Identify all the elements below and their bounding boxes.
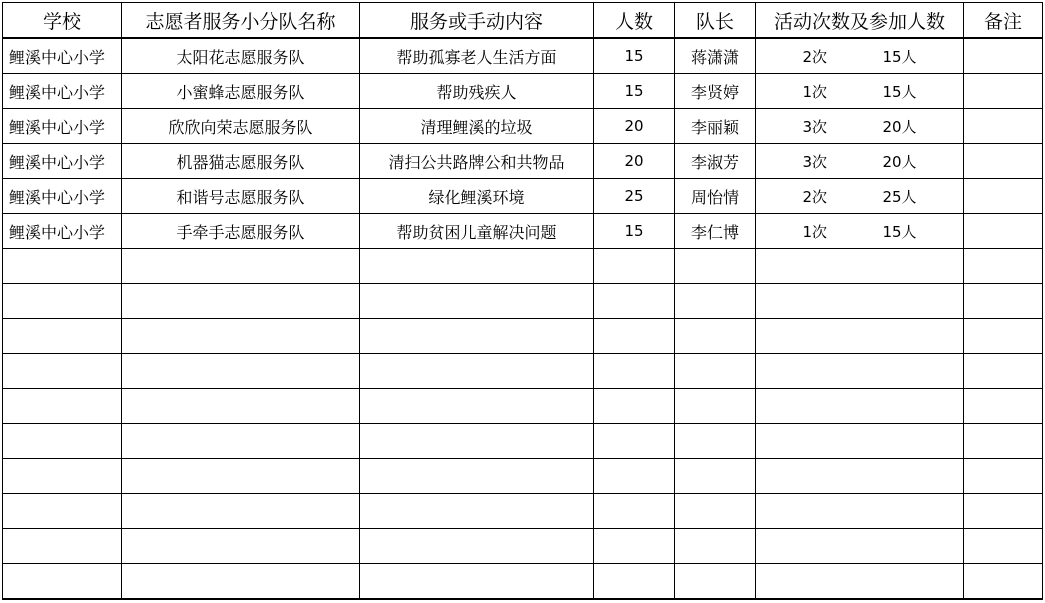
empty-row	[3, 529, 1043, 564]
empty-cell	[122, 494, 360, 529]
cell-content: 帮助孤寡老人生活方面	[360, 38, 594, 74]
empty-cell	[360, 319, 594, 354]
empty-cell	[3, 284, 122, 319]
empty-cell	[3, 249, 122, 284]
empty-cell	[360, 494, 594, 529]
cell-content: 绿化鲤溪环境	[360, 179, 594, 214]
cell-team-name: 和谐号志愿服务队	[122, 179, 360, 214]
cell-activity	[756, 144, 964, 179]
empty-cell	[756, 459, 964, 494]
empty-cell	[360, 459, 594, 494]
activity-times: 3次	[802, 117, 827, 136]
cell-school: 鲤溪中心小学	[3, 109, 122, 144]
empty-cell	[122, 319, 360, 354]
empty-cell	[360, 564, 594, 600]
empty-cell	[756, 354, 964, 389]
activity-participants: 15人	[882, 47, 917, 66]
cell-activity	[756, 214, 964, 249]
cell-members: 15	[594, 38, 675, 74]
empty-cell	[964, 319, 1043, 354]
activity-participants: 20人	[882, 152, 917, 171]
empty-cell	[122, 424, 360, 459]
cell-school: 鲤溪中心小学	[3, 179, 122, 214]
cell-team-name: 太阳花志愿服务队	[122, 38, 360, 74]
empty-cell	[360, 284, 594, 319]
activity-times: 3次	[802, 152, 827, 171]
empty-cell	[3, 564, 122, 600]
cell-team-name: 小蜜蜂志愿服务队	[122, 74, 360, 109]
empty-cell	[3, 424, 122, 459]
cell-members: 15	[594, 74, 675, 109]
empty-cell	[594, 249, 675, 284]
cell-team-name: 手牵手志愿服务队	[122, 214, 360, 249]
cell-leader: 李丽颖	[675, 109, 756, 144]
cell-members: 20	[594, 144, 675, 179]
cell-school: 鲤溪中心小学	[3, 144, 122, 179]
empty-cell	[594, 459, 675, 494]
empty-cell	[756, 529, 964, 564]
cell-members: 20	[594, 109, 675, 144]
cell-activity	[756, 38, 964, 74]
header-notes: 备注	[964, 3, 1043, 39]
empty-row	[3, 494, 1043, 529]
empty-cell	[756, 249, 964, 284]
header-school: 学校	[3, 3, 122, 39]
empty-row	[3, 249, 1043, 284]
cell-leader: 李淑芳	[675, 144, 756, 179]
cell-content: 清理鲤溪的垃圾	[360, 109, 594, 144]
empty-cell	[964, 354, 1043, 389]
empty-row	[3, 284, 1043, 319]
empty-cell	[675, 494, 756, 529]
table-row	[3, 109, 1043, 144]
empty-cell	[756, 389, 964, 424]
cell-notes	[964, 214, 1043, 249]
empty-cell	[3, 459, 122, 494]
empty-cell	[675, 564, 756, 600]
activity-times: 1次	[802, 82, 827, 101]
empty-cell	[756, 494, 964, 529]
empty-row	[3, 564, 1043, 600]
empty-cell	[122, 529, 360, 564]
cell-notes	[964, 144, 1043, 179]
empty-row	[3, 354, 1043, 389]
empty-cell	[675, 354, 756, 389]
cell-content: 清扫公共路牌公和共物品	[360, 144, 594, 179]
cell-team-name: 欣欣向荣志愿服务队	[122, 109, 360, 144]
header-row	[3, 3, 1043, 39]
cell-activity	[756, 74, 964, 109]
empty-cell	[122, 564, 360, 600]
empty-cell	[360, 529, 594, 564]
empty-cell	[756, 319, 964, 354]
empty-cell	[675, 389, 756, 424]
empty-cell	[594, 564, 675, 600]
empty-cell	[964, 529, 1043, 564]
empty-cell	[964, 424, 1043, 459]
volunteer-team-table	[2, 2, 1043, 600]
cell-content: 帮助残疾人	[360, 74, 594, 109]
empty-cell	[3, 494, 122, 529]
empty-cell	[964, 494, 1043, 529]
cell-members: 15	[594, 214, 675, 249]
empty-cell	[756, 564, 964, 600]
cell-notes	[964, 109, 1043, 144]
empty-cell	[122, 284, 360, 319]
empty-cell	[360, 354, 594, 389]
empty-row	[3, 459, 1043, 494]
empty-cell	[594, 284, 675, 319]
empty-cell	[675, 284, 756, 319]
cell-notes	[964, 74, 1043, 109]
empty-cell	[594, 319, 675, 354]
cell-content: 帮助贫困儿童解决问题	[360, 214, 594, 249]
empty-cell	[675, 459, 756, 494]
header-content: 服务或手动内容	[360, 3, 594, 39]
empty-cell	[122, 459, 360, 494]
header-activity: 活动次数及参加人数	[756, 3, 964, 39]
empty-cell	[3, 529, 122, 564]
empty-cell	[675, 529, 756, 564]
activity-participants: 15人	[882, 222, 917, 241]
table-row	[3, 144, 1043, 179]
cell-activity	[756, 179, 964, 214]
table-row	[3, 74, 1043, 109]
empty-row	[3, 319, 1043, 354]
empty-cell	[964, 284, 1043, 319]
table-row	[3, 38, 1043, 74]
empty-cell	[3, 319, 122, 354]
empty-cell	[675, 319, 756, 354]
empty-cell	[3, 389, 122, 424]
cell-leader: 李贤婷	[675, 74, 756, 109]
empty-cell	[964, 459, 1043, 494]
header-leader: 队长	[675, 3, 756, 39]
cell-leader: 周怡情	[675, 179, 756, 214]
table-row	[3, 179, 1043, 214]
activity-times: 2次	[802, 47, 827, 66]
activity-participants: 25人	[882, 187, 917, 206]
empty-cell	[122, 249, 360, 284]
empty-cell	[964, 389, 1043, 424]
empty-cell	[594, 529, 675, 564]
empty-cell	[360, 249, 594, 284]
empty-row	[3, 389, 1043, 424]
cell-leader: 李仁博	[675, 214, 756, 249]
activity-participants: 20人	[882, 117, 917, 136]
empty-cell	[594, 424, 675, 459]
empty-cell	[756, 284, 964, 319]
cell-team-name: 机器猫志愿服务队	[122, 144, 360, 179]
header-team-name: 志愿者服务小分队名称	[122, 3, 360, 39]
empty-cell	[964, 249, 1043, 284]
empty-cell	[675, 249, 756, 284]
empty-cell	[360, 389, 594, 424]
table-row	[3, 214, 1043, 249]
empty-cell	[594, 354, 675, 389]
empty-cell	[360, 424, 594, 459]
activity-times: 1次	[802, 222, 827, 241]
cell-school: 鲤溪中心小学	[3, 74, 122, 109]
empty-cell	[756, 424, 964, 459]
cell-school: 鲤溪中心小学	[3, 38, 122, 74]
empty-row	[3, 424, 1043, 459]
empty-cell	[594, 494, 675, 529]
empty-cell	[122, 389, 360, 424]
empty-cell	[3, 354, 122, 389]
cell-leader: 蒋潇潇	[675, 38, 756, 74]
cell-school: 鲤溪中心小学	[3, 214, 122, 249]
activity-times: 2次	[802, 187, 827, 206]
empty-cell	[594, 389, 675, 424]
empty-cell	[675, 424, 756, 459]
empty-cell	[122, 354, 360, 389]
cell-activity	[756, 109, 964, 144]
activity-participants: 15人	[882, 82, 917, 101]
header-members: 人数	[594, 3, 675, 39]
cell-members: 25	[594, 179, 675, 214]
cell-notes	[964, 179, 1043, 214]
cell-notes	[964, 38, 1043, 74]
empty-cell	[964, 564, 1043, 600]
